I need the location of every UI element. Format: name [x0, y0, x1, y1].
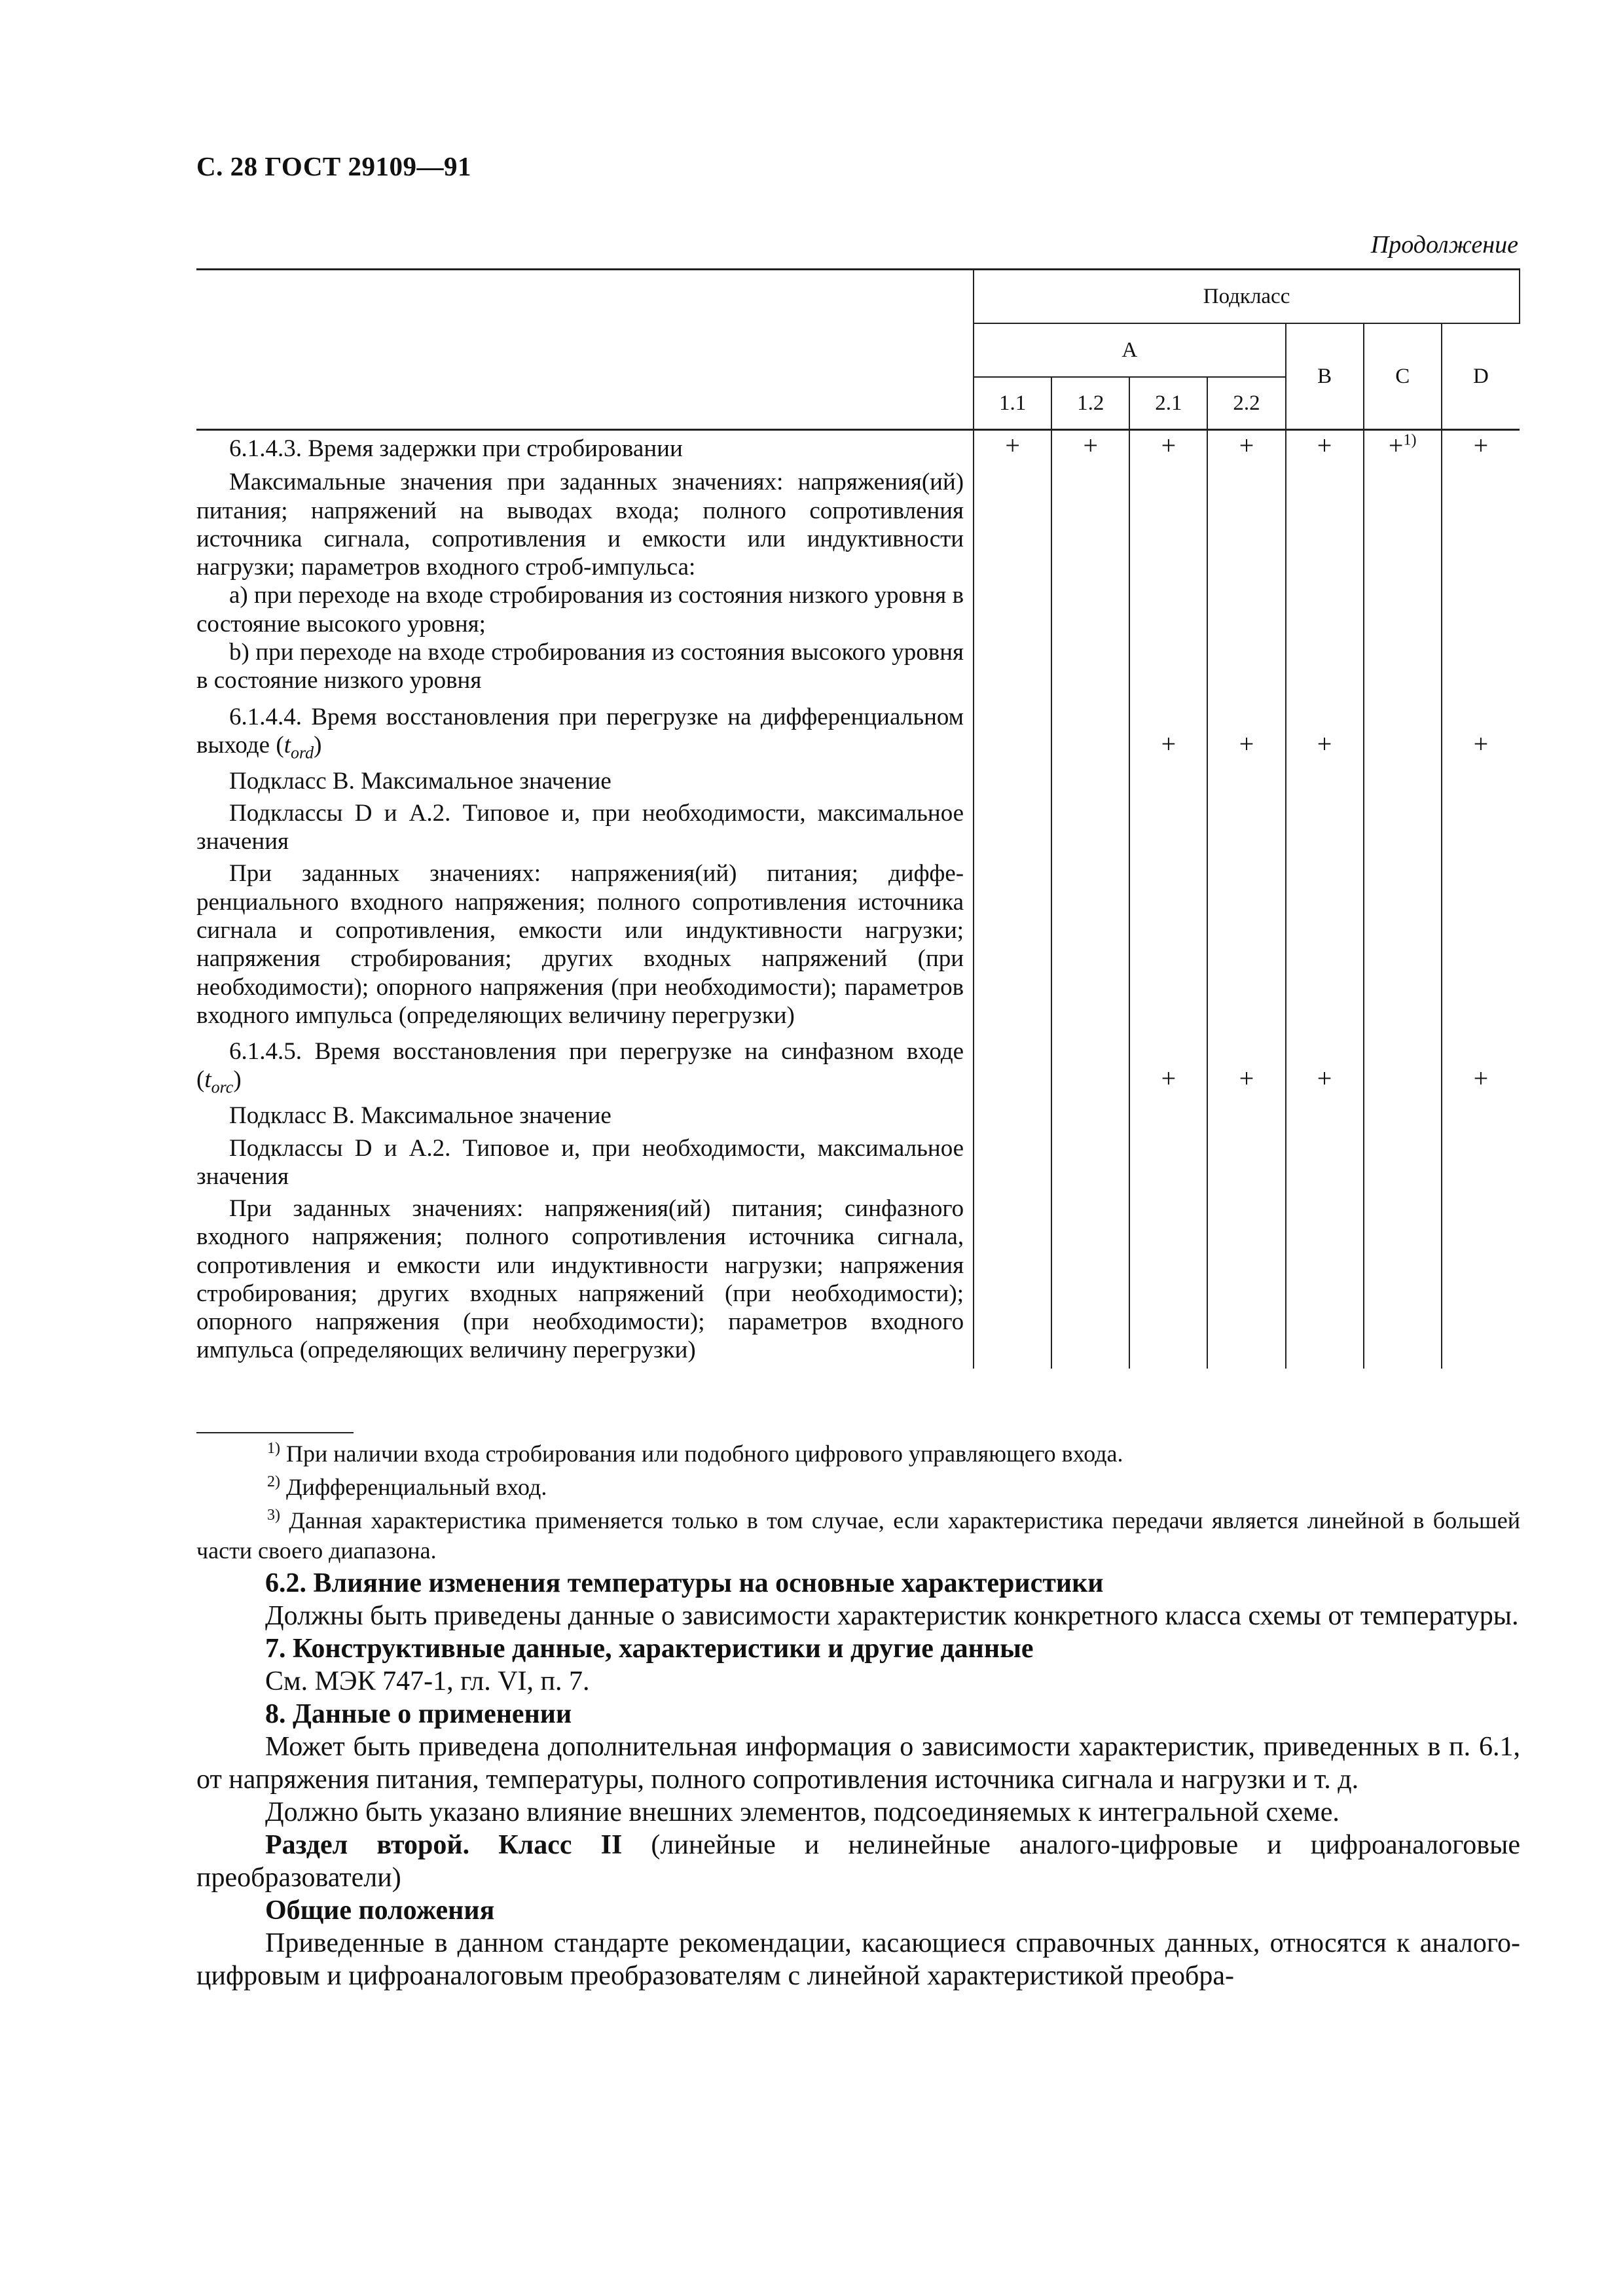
row-text-6144 — [196, 695, 974, 1030]
section-heading-general: Общие положения — [265, 1895, 495, 1926]
table-row — [196, 1030, 1520, 1369]
subclass-a-header: A — [974, 323, 1285, 377]
mark-cell: + — [1442, 1030, 1520, 1369]
spec-table — [196, 268, 1520, 1369]
row-paragraph: При заданных значениях: напряжения(ий) питания; синфазного входного напряжения; полного сопротивления источника сигнала, сопротивления и емкости или индуктивности нагрузки; напряжения стробирования; других входных напряжений (при необходимости); опорного напряжения (при необходимости); параметров входного импульса (определяющих величину перегрузки) — [196, 1195, 964, 1364]
mark-cell: + — [1129, 1030, 1207, 1369]
mark-cell: + — [1207, 1030, 1285, 1369]
row-paragraph: Подкласс В. Максимальное значение — [229, 767, 611, 795]
row-paragraph: Подклассы D и А.2. Типовое и, при необходимости, максимальное значения — [196, 799, 964, 855]
table-row — [196, 695, 1520, 1030]
footnote: $^{2)}$ Дифференциальный вход. — [267, 1473, 547, 1500]
row-title: 6.1.4.5. Время восстановления при перегрузке на синфазном входе $(t_{orc})$ — [196, 1038, 964, 1097]
mark-cell — [974, 695, 1051, 1030]
footnote-separator — [196, 1432, 354, 1433]
mark-cell: + — [1286, 1030, 1364, 1369]
paragraph: Должно быть указано влияние внешних элементов, подсоединяемых к интегральной схеме. — [265, 1797, 1340, 1827]
mark-cell: + — [1129, 430, 1207, 695]
mark-cell: + — [974, 430, 1051, 695]
mark-cell: + — [1207, 430, 1285, 695]
row-text-6145 — [196, 1030, 974, 1369]
mark-cell — [1051, 1030, 1129, 1369]
row-paragraph: Подклассы D и А.2. Типовое и, при необходимости, максимальное значения — [196, 1134, 964, 1190]
row-paragraph: Подкласс В. Максимальное значение — [229, 1102, 611, 1130]
section-heading-7: 7. Конструктивные данные, характеристики и другие данные — [265, 1633, 1034, 1664]
row-item-b: b) при переходе на входе стробирования из состояния высокого уровня в состояние низкого уровня — [196, 638, 964, 694]
subclass-c-header: C — [1364, 323, 1442, 430]
mark-cell: + — [1207, 695, 1285, 1030]
mark-cell — [974, 1030, 1051, 1369]
footnotes — [196, 1439, 1520, 1569]
mark-cell: + — [1129, 695, 1207, 1030]
subclass-a21-header: 2.1 — [1129, 377, 1207, 430]
mark-cell: + — [1442, 695, 1520, 1030]
row-item-a: а) при переходе на входе стробирования из состояния низкого уровня в состояние высокого уровня; — [196, 582, 964, 637]
mark-cell — [1051, 695, 1129, 1030]
subclass-a12-header: 1.2 — [1051, 377, 1129, 430]
paragraph: Приведенные в данном стандарте рекомендации, касающиеся справочных данных, относятся к аналого-цифровым и цифроаналоговым преобразователям с линейной характеристикой преобра- — [196, 1928, 1520, 1991]
subclass-a11-header: 1.1 — [974, 377, 1051, 430]
table-row — [196, 430, 1520, 695]
row-text-6143 — [196, 430, 974, 695]
mark-cell: + — [1286, 430, 1364, 695]
table-header-blank — [196, 270, 974, 430]
subclass-a22-header: 2.2 — [1207, 377, 1285, 430]
subclass-group-header: Подкласс — [974, 270, 1520, 324]
paragraph: См. МЭК 747-1, гл. VI, п. 7. — [265, 1666, 590, 1696]
paragraph: Должны быть приведены данные о зависимости характеристик конкретного класса схемы от температуры. — [265, 1600, 1519, 1631]
body-text — [196, 1568, 1520, 1993]
row-paragraph: При заданных значениях: напряжения(ий) питания; дифференциального входного напряжения; полного сопротивления источника сигнала и сопротивления, емкости или индуктивности нагрузки; напряжения стробирования; других входных напряжений (при необходимости); опорного напряжения (при необходимости); параметров входного импульса (определяющих величину перегрузки) — [196, 860, 964, 1029]
subclass-b-header: B — [1286, 323, 1364, 430]
mark-cell: +$^{1)}$ — [1364, 430, 1442, 695]
continuation-label: Продолжение — [1370, 231, 1518, 259]
footnote: $^{3)}$ Данная характеристика применяется только в том случае, если характеристика передачи является линейной в большей части своего диапазона. — [196, 1506, 1520, 1564]
mark-cell — [1364, 695, 1442, 1030]
footnote-ref: 1) — [1403, 431, 1417, 449]
paragraph: Может быть приведена дополнительная информация о зависимости характеристик, приведенных в п. 6.1, от напряжения питания, температуры, полного сопротивления источника сигнала и нагрузки и т. д. — [196, 1731, 1520, 1795]
page-header: С. 28 ГОСТ 29109—91 — [196, 151, 472, 181]
footnote: $^{1)}$ При наличии входа стробирования или подобного цифрового управляющего входа. — [267, 1440, 1123, 1467]
section-heading-8: 8. Данные о применении — [265, 1698, 572, 1729]
section-heading-6-2: 6.2. Влияние изменения температуры на основные характеристики — [265, 1568, 1104, 1598]
mark-cell: + — [1286, 695, 1364, 1030]
mark-cell: + — [1051, 430, 1129, 695]
row-title: 6.1.4.3. Время задержки при стробировании — [229, 435, 683, 462]
section-intro-class-ii: Раздел второй. Класс II (линейные и нелинейные аналого-цифровые и цифроаналоговые преобразователи) — [196, 1829, 1520, 1893]
mark-cell: + — [1442, 430, 1520, 695]
subclass-d-header: D — [1442, 323, 1520, 430]
mark-cell — [1364, 1030, 1442, 1369]
row-paragraph: Максимальные значения при заданных значениях: напряжения(ий) питания; напряжений на выводах входа; полного сопротивления источника сигнала, сопротивления и емкости или индуктивности нагрузки; параметров входного строб-импульса: — [196, 469, 964, 581]
row-title: 6.1.4.4. Время восстановления при перегрузке на дифференциальном выходе $(t_{ord})$ — [196, 703, 964, 762]
